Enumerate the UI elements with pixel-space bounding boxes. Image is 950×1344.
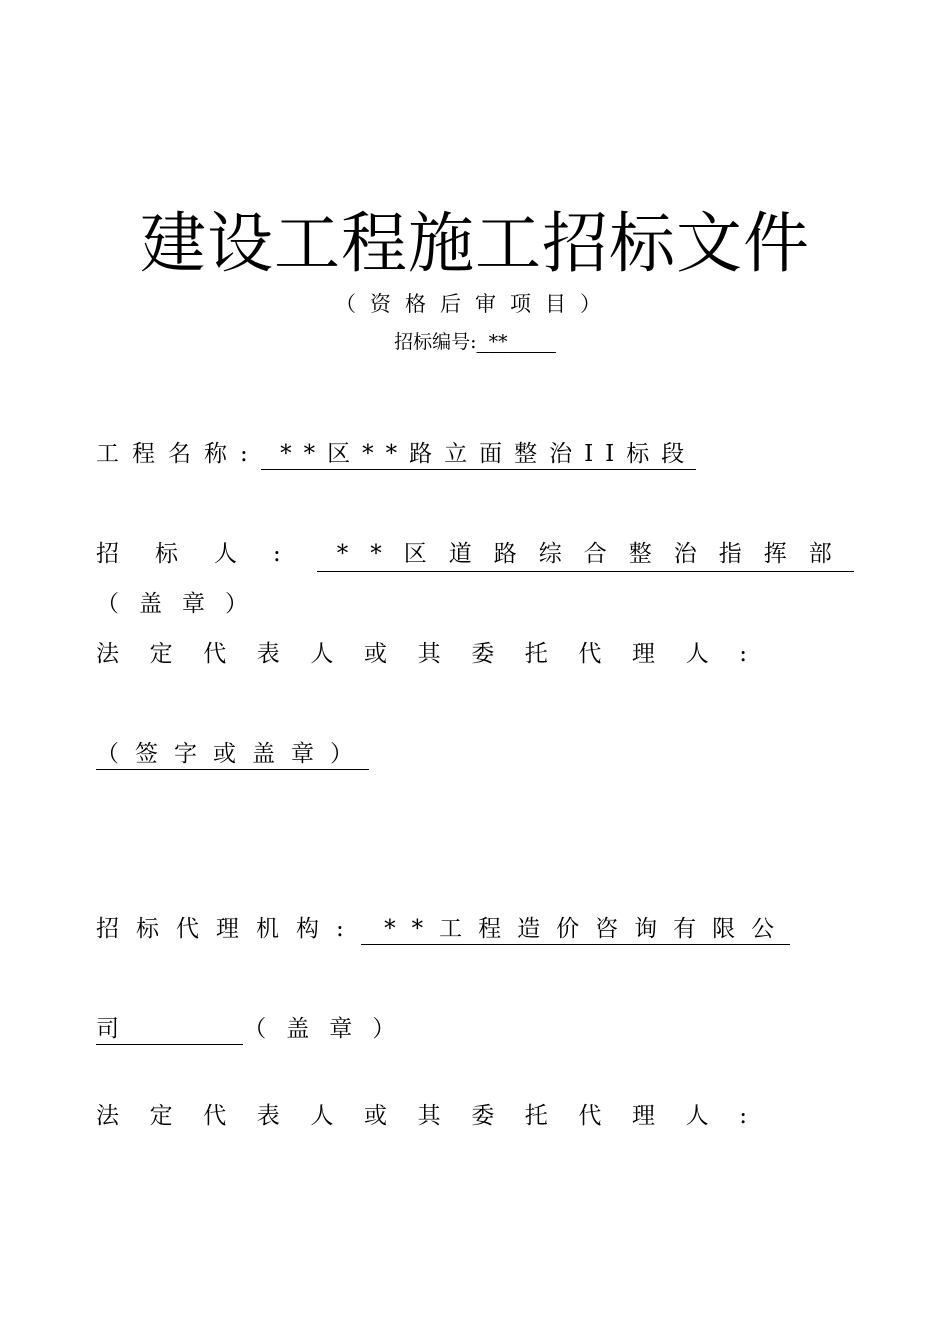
agency-value-line2: 司 bbox=[96, 1016, 243, 1045]
tender-number-value: ** bbox=[488, 331, 508, 353]
agency-row bbox=[96, 914, 790, 944]
tenderer-label: 招标人: bbox=[96, 541, 317, 567]
document-title: 建设工程施工招标文件 bbox=[140, 205, 810, 282]
document-subtitle: （资格后审项目） bbox=[335, 292, 615, 316]
legal-rep-label-2: 法定代表人或其委托代理人: bbox=[96, 1103, 778, 1129]
tender-number-label: 招标编号: bbox=[394, 331, 477, 353]
agency-seal: （盖章） bbox=[243, 1016, 416, 1042]
tenderer-row bbox=[96, 539, 854, 572]
tenderer-value: **区道路综合整治指挥部 bbox=[317, 539, 854, 572]
tender-number bbox=[0, 329, 950, 355]
project-name-row bbox=[96, 439, 696, 469]
agency-row-2 bbox=[96, 1014, 415, 1044]
agency-label: 招标代理机构: bbox=[96, 916, 361, 942]
project-name-value: **区**路立面整治II标段 bbox=[261, 441, 696, 470]
project-name-label: 工程名称: bbox=[96, 441, 261, 467]
tenderer-seal: （盖章） bbox=[96, 591, 268, 617]
legal-rep-label-1: 法定代表人或其委托代理人: bbox=[96, 641, 778, 667]
legal-rep-sign-1: （签字或盖章） bbox=[96, 739, 369, 769]
agency-value-line1: **工程造价咨询有限公 bbox=[361, 916, 790, 945]
